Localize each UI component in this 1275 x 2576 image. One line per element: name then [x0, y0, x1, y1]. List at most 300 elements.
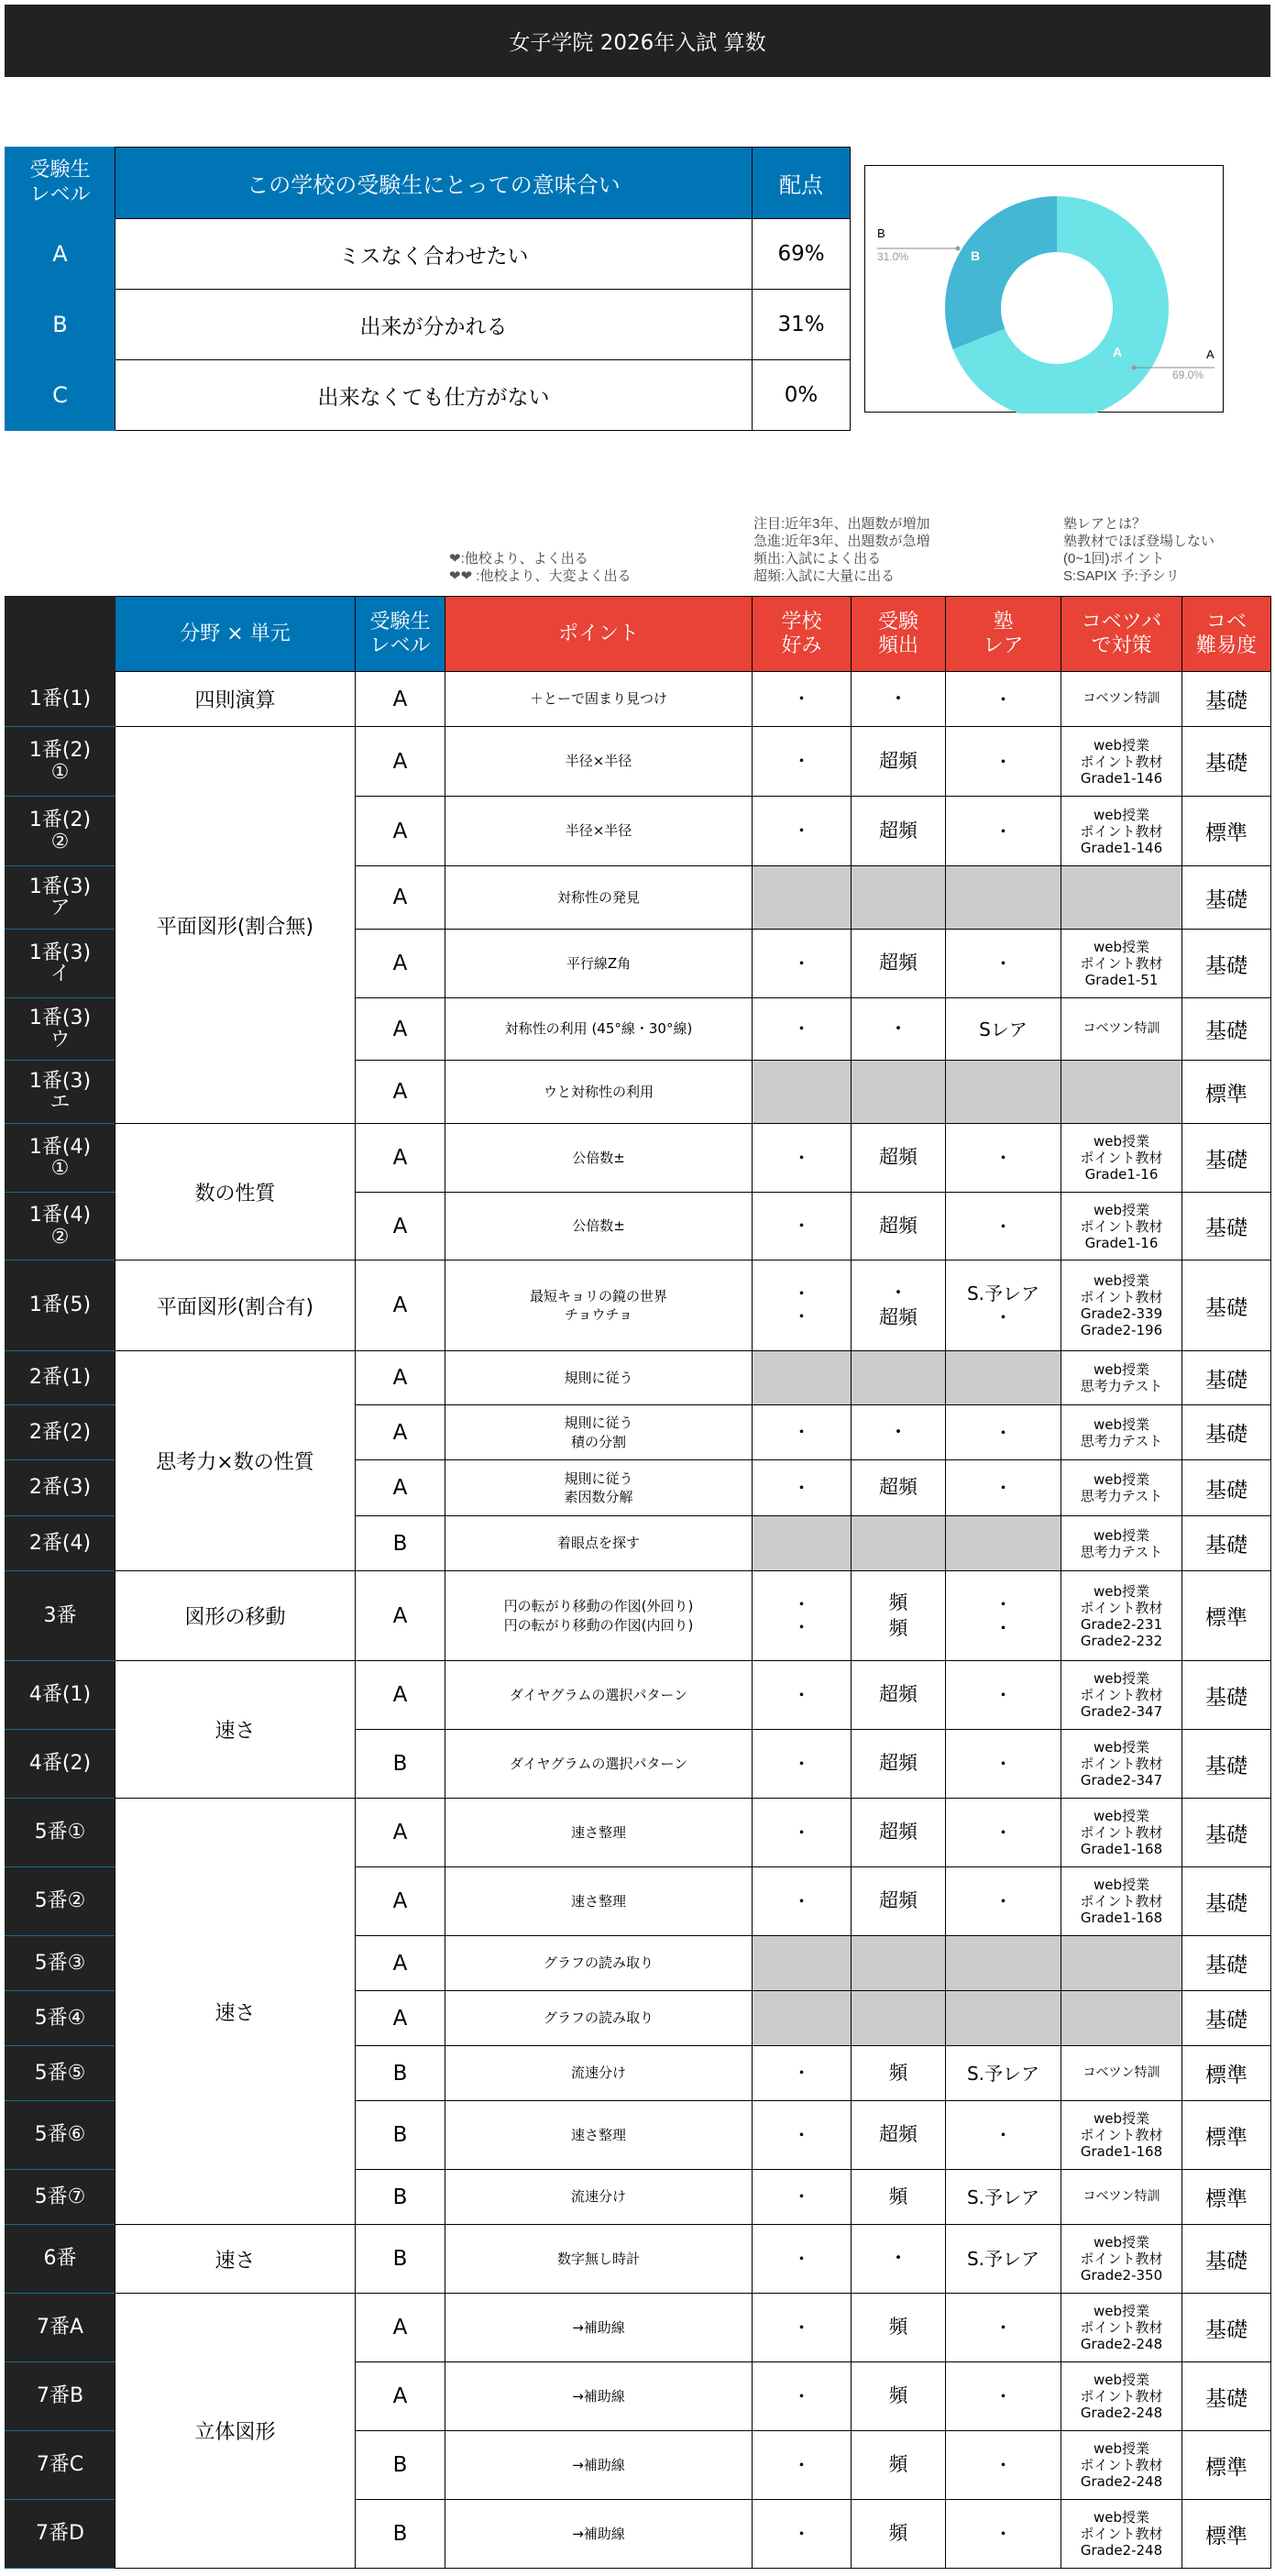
point-cell [445, 2101, 753, 2170]
level-cell: A [356, 1799, 445, 1867]
cov-line: web授業 [1093, 1526, 1150, 1544]
freq-line: 頻 [888, 2384, 908, 2407]
rare-line: S.予レア [966, 2248, 1040, 2270]
question-number-cell [5, 1405, 115, 1460]
juku-rare-cell [946, 1405, 1061, 1460]
point-line: 半径×半径 [565, 822, 632, 840]
difficulty-cell: 基礎 [1182, 2294, 1271, 2362]
point-cell [445, 1260, 753, 1351]
school-line: ・ [792, 750, 811, 772]
juku-rare-cell [946, 2225, 1061, 2294]
q-line: 7番A [36, 2316, 84, 2339]
q-line: 7番B [36, 2384, 84, 2408]
question-number-cell [5, 2294, 115, 2362]
point-line: ＋とーで固まり見つけ [529, 690, 667, 708]
rare-line: ・ [994, 688, 1013, 710]
school-preference-cell [753, 1516, 852, 1571]
question-number-cell [5, 2101, 115, 2170]
point-line: グラフの読み取り [543, 1954, 654, 1972]
point-cell [445, 1124, 753, 1193]
point-cell [445, 797, 753, 866]
point-line: 半径×半径 [565, 753, 632, 770]
meaning-cell: 出来なくても仕方がない [115, 360, 753, 431]
school-line: ・ [792, 2522, 811, 2545]
cov-line: web授業 [1093, 939, 1150, 955]
school-line: ・ [792, 1683, 811, 1706]
q-line: 2番(4) [28, 1531, 92, 1555]
school-preference-cell [753, 1460, 852, 1516]
juku-rare-cell [946, 2046, 1061, 2101]
question-number-cell [5, 930, 115, 998]
juku-rare-cell [946, 1799, 1061, 1867]
exam-frequency-cell [852, 1061, 946, 1124]
level-cell: A [356, 1124, 445, 1193]
school-preference-cell [753, 727, 852, 797]
table-row [5, 2225, 1271, 2294]
cov-line: Grade2-248 [1080, 2542, 1163, 2559]
level-cell: B [356, 2046, 445, 2101]
question-number-cell [5, 1260, 115, 1351]
cov-line: Grade2-339 [1080, 1305, 1163, 1322]
points-cell: 0% [753, 360, 851, 431]
kobetsuba-measures-cell [1061, 1124, 1182, 1193]
cov-line: web授業 [1093, 1877, 1150, 1893]
difficulty-cell: 基礎 [1182, 930, 1271, 998]
cov-line: Grade2-248 [1080, 2405, 1163, 2421]
freq-line: ・ [888, 687, 908, 710]
heart-icon: ❤ [449, 551, 461, 567]
cov-line: ポイント教材 [1080, 1756, 1163, 1772]
kobetsuba-measures-cell [1061, 2431, 1182, 2500]
point-line: 対称性の発見 [556, 888, 640, 906]
cov-line: Grade1-168 [1080, 2143, 1163, 2160]
cov-line: Grade2-350 [1080, 2267, 1163, 2284]
rare-line: ・ [994, 1822, 1013, 1844]
school-preference-cell [753, 1571, 852, 1661]
field-unit-cell: 立体図形 [115, 2294, 356, 2569]
difficulty-cell: 標準 [1182, 1571, 1271, 1661]
school-preference-cell [753, 2294, 852, 2362]
point-line: 素因数分解 [564, 1489, 633, 1505]
q-line: 1番(3) [28, 875, 92, 898]
level-cell: B [356, 2500, 445, 2569]
school-preference-cell [753, 2431, 852, 2500]
kobetsuba-measures-cell [1061, 2225, 1182, 2294]
freq-line: 超頻 [879, 1821, 918, 1844]
q-line: 2番(3) [28, 1476, 92, 1500]
header-level: 受験生 レベル [356, 597, 445, 672]
level-cell: A [356, 1571, 445, 1661]
question-number-cell [5, 2431, 115, 2500]
juku-rare-cell [946, 1730, 1061, 1799]
freq-line: ・ [888, 2247, 908, 2270]
school-line: ・ [792, 1146, 811, 1169]
field-unit-cell: 思考力×数の性質 [115, 1351, 356, 1571]
q-line: 5番⑤ [34, 2061, 86, 2085]
juku-rare-cell [946, 1061, 1061, 1124]
q-line: 1番(5) [28, 1294, 92, 1317]
exam-frequency-cell [852, 1124, 946, 1193]
point-line: 公倍数± [572, 1217, 625, 1235]
cov-line: 思考力テスト [1080, 1432, 1163, 1449]
exam-frequency-cell [852, 797, 946, 866]
juku-rare-cell [946, 2170, 1061, 2225]
cov-line: web授業 [1093, 2440, 1150, 2457]
q-line: ウ [49, 1028, 71, 1051]
exam-frequency-cell [852, 2500, 946, 2569]
point-cell [445, 727, 753, 797]
field-unit-cell: 速さ [115, 1661, 356, 1799]
question-number-cell [5, 1460, 115, 1516]
point-line: →補助線 [572, 2387, 625, 2405]
kobetsuba-measures-cell [1061, 930, 1182, 998]
cov-line: ポイント教材 [1080, 1824, 1163, 1841]
juku-rare-cell [946, 797, 1061, 866]
level-cell: A [356, 1405, 445, 1460]
point-cell [445, 2431, 753, 2500]
school-line: ・ [792, 2247, 811, 2270]
table-row [5, 1260, 1271, 1351]
q-line: 5番② [34, 1889, 86, 1913]
freq-line: 超頻 [879, 952, 918, 974]
freq-line: 超頻 [879, 2123, 918, 2146]
point-line: 最短キョリの鏡の世界 [529, 1287, 667, 1305]
rare-line: ・ [994, 1890, 1013, 1912]
header-points: 配点 [753, 148, 851, 219]
meaning-cell: ミスなく合わせたい [115, 219, 753, 290]
kobetsuba-measures-cell [1061, 1661, 1182, 1730]
kobetsuba-measures-cell [1061, 1936, 1182, 1991]
exam-frequency-cell [852, 1661, 946, 1730]
school-preference-cell [753, 2101, 852, 2170]
difficulty-cell: 標準 [1182, 797, 1271, 866]
main-table-header [5, 597, 1271, 672]
point-cell [445, 672, 753, 727]
exam-frequency-cell [852, 672, 946, 727]
difficulty-cell: 基礎 [1182, 1867, 1271, 1936]
point-line: 規則に従う [564, 1369, 633, 1386]
table-row [5, 1351, 1271, 1405]
point-cell [445, 930, 753, 998]
freq-line: 超頻 [879, 1683, 918, 1706]
rare-line: S.予レア [966, 2185, 1040, 2208]
exam-frequency-cell [852, 1351, 946, 1405]
rare-line: ・ [994, 2317, 1013, 2339]
school-line: ・ [792, 2384, 811, 2407]
kobetsuba-measures-cell [1061, 1260, 1182, 1351]
q-line: 1番(4) [28, 1204, 92, 1227]
exam-frequency-cell [852, 930, 946, 998]
point-cell [445, 2500, 753, 2569]
header-juku-rare: 塾 レア [946, 597, 1061, 672]
level-cell: B [356, 2101, 445, 2170]
difficulty-cell: 基礎 [1182, 1991, 1271, 2046]
juku-rare-cell [946, 1991, 1061, 2046]
cov-line: Grade1-168 [1080, 1910, 1163, 1926]
difficulty-cell: 基礎 [1182, 1936, 1271, 1991]
cov-line: web授業 [1093, 1415, 1150, 1433]
kobetsuba-measures-cell [1061, 1351, 1182, 1405]
cov-line: Grade2-232 [1080, 1632, 1163, 1649]
point-cell [445, 1351, 753, 1405]
cov-line: Grade1-51 [1084, 972, 1159, 988]
exam-frequency-cell [852, 866, 946, 930]
q-line: ② [50, 830, 70, 853]
header-difficulty: コベ 難易度 [1182, 597, 1271, 672]
cov-line: web授業 [1093, 1739, 1150, 1756]
q-line: 1番(3) [28, 1069, 92, 1093]
point-line: →補助線 [572, 2456, 625, 2473]
school-line: ・ [792, 1592, 811, 1615]
cov-line: ポイント教材 [1080, 2388, 1163, 2405]
point-cell [445, 2046, 753, 2101]
juku-rare-cell [946, 1193, 1061, 1260]
cov-line: ポイント教材 [1080, 2127, 1163, 2143]
exam-frequency-cell [852, 998, 946, 1061]
school-preference-cell [753, 998, 852, 1061]
cov-line: web授業 [1093, 1201, 1150, 1218]
exam-frequency-cell [852, 1867, 946, 1936]
point-cell [445, 1730, 753, 1799]
difficulty-cell: 標準 [1182, 2046, 1271, 2101]
school-preference-cell [753, 1193, 852, 1260]
exam-frequency-cell [852, 1991, 946, 2046]
donut-slice-b [945, 196, 1057, 349]
school-line: ・ [792, 1282, 811, 1305]
difficulty-cell: 標準 [1182, 2500, 1271, 2569]
rare-line: ・ [994, 1215, 1013, 1238]
cov-line: ポイント教材 [1080, 1599, 1163, 1616]
school-line: ・ [792, 1752, 811, 1775]
difficulty-cell: 標準 [1182, 2101, 1271, 2170]
level-cell: A [356, 2294, 445, 2362]
freq-line: 超頻 [879, 1889, 918, 1912]
level-cell: A [356, 930, 445, 998]
level-cell: A [356, 1061, 445, 1124]
meaning-cell: 出来が分かれる [115, 290, 753, 360]
school-line: ・ [792, 1421, 811, 1443]
cov-line: web授業 [1093, 1133, 1150, 1150]
school-preference-cell [753, 1061, 852, 1124]
question-number-cell [5, 1516, 115, 1571]
level-cell: A [356, 727, 445, 797]
point-cell [445, 1661, 753, 1730]
question-number-cell [5, 1991, 115, 2046]
juku-rare-cell [946, 727, 1061, 797]
rare-line: ・ [994, 1147, 1013, 1169]
question-number-cell [5, 2362, 115, 2431]
question-number-cell [5, 2225, 115, 2294]
freq-line: 頻 [888, 2061, 908, 2084]
juku-rare-cell [946, 998, 1061, 1061]
level-cell: B [356, 2431, 445, 2500]
cov-line: ポイント教材 [1080, 2526, 1163, 2542]
school-preference-cell [753, 672, 852, 727]
cov-line: Grade1-16 [1084, 1234, 1159, 1251]
question-number-cell [5, 998, 115, 1061]
table-row [5, 672, 1271, 727]
question-analysis-table [5, 596, 1271, 2569]
chart-inner-b: B [971, 248, 981, 263]
q-line: ② [50, 1225, 70, 1249]
field-unit-cell: 平面図形(割合有) [115, 1260, 356, 1351]
q-line: 2番(1) [28, 1366, 92, 1390]
cov-line: ポイント教材 [1080, 1687, 1163, 1703]
juku-rare-cell [946, 866, 1061, 930]
cov-line: Grade1-146 [1080, 769, 1163, 787]
school-line: ・ [792, 1305, 811, 1327]
level-cell: B [356, 2170, 445, 2225]
juku-rare-cell [946, 672, 1061, 727]
kobetsuba-measures-cell [1061, 866, 1182, 930]
difficulty-cell: 基礎 [1182, 2362, 1271, 2431]
difficulty-cell: 基礎 [1182, 727, 1271, 797]
freq-line: 頻 [888, 2522, 908, 2545]
school-line: ・ [792, 1476, 811, 1499]
point-cell [445, 1571, 753, 1661]
cov-line: コベツン特訓 [1083, 2065, 1160, 2081]
freq-line: 超頻 [879, 1214, 918, 1237]
question-number-cell [5, 2170, 115, 2225]
q-line: 1番(4) [28, 1135, 92, 1159]
point-line: チョウチョ [564, 1306, 633, 1323]
point-line: 円の転がり移動の作図(内回り) [503, 1616, 694, 1634]
level-cell: A [5, 219, 115, 290]
exam-frequency-cell [852, 1799, 946, 1867]
level-cell: A [356, 1936, 445, 1991]
question-number-cell [5, 1730, 115, 1799]
cov-line: Grade1-168 [1080, 1841, 1163, 1857]
chart-pct-a: 69.0% [1172, 369, 1204, 381]
double-heart-icon: ❤❤ [449, 568, 473, 584]
question-number-cell [5, 1799, 115, 1867]
q-line: 5番⑥ [34, 2123, 86, 2147]
difficulty-cell: 標準 [1182, 2431, 1271, 2500]
point-line: 速さ整理 [570, 1892, 626, 1910]
point-cell [445, 2294, 753, 2362]
point-line: 公倍数± [572, 1149, 625, 1166]
frequency-legend: 注目:近年3年、出題数が増加 急進:近年3年、出題数が急増 頻出:入試によく出る 超頻:入試に大量に出る [753, 516, 930, 584]
point-cell [445, 1991, 753, 2046]
cov-line: ポイント教材 [1080, 1150, 1163, 1166]
school-line: ・ [792, 1018, 811, 1040]
school-line: ・ [792, 2123, 811, 2146]
level-cell: A [356, 998, 445, 1061]
cov-line: Grade2-248 [1080, 2336, 1163, 2352]
chart-inner-a: A [1113, 345, 1123, 359]
freq-line: 頻 [888, 2316, 908, 2339]
question-number-cell [5, 2500, 115, 2569]
q-line: 3番 [43, 1603, 77, 1627]
difficulty-cell: 基礎 [1182, 1661, 1271, 1730]
field-unit-cell: 速さ [115, 1799, 356, 2225]
question-number-cell [5, 1867, 115, 1936]
header-school-preference: 学校 好み [753, 597, 852, 672]
level-cell: A [356, 672, 445, 727]
exam-frequency-cell [852, 1516, 946, 1571]
freq-line: ・ [888, 1420, 908, 1443]
rare-line: ・ [994, 2124, 1013, 2146]
chart-label-a: A [1206, 347, 1215, 361]
table-row [5, 1799, 1271, 1867]
cov-line: ポイント教材 [1080, 1289, 1163, 1305]
rare-line: ・ [994, 2385, 1013, 2407]
question-number-cell [5, 1571, 115, 1661]
level-row [5, 290, 851, 360]
q-line: 5番③ [34, 1951, 86, 1975]
freq-line: 頻 [888, 1616, 908, 1639]
juku-rare-cell [946, 2294, 1061, 2362]
header-field: 分野 × 単元 [115, 597, 356, 672]
header-exam-frequency: 受験 頻出 [852, 597, 946, 672]
kobetsuba-measures-cell [1061, 1571, 1182, 1661]
level-cell: B [356, 2225, 445, 2294]
juku-rare-cell [946, 930, 1061, 998]
cov-line: ポイント教材 [1080, 2319, 1163, 2336]
field-unit-cell: 数の性質 [115, 1124, 356, 1260]
point-line: ダイヤグラムの選択パターン [509, 1686, 688, 1703]
cov-line: コベツン特訓 [1083, 2189, 1160, 2205]
kobetsuba-measures-cell [1061, 2046, 1182, 2101]
school-line: ・ [792, 2453, 811, 2476]
point-cell [445, 1936, 753, 1991]
table-row [5, 727, 1271, 797]
juku-rare-cell [946, 1571, 1061, 1661]
school-line: ・ [792, 2062, 811, 2084]
rare-line: ・ [994, 1592, 1013, 1615]
heart-legend-line: ❤:他校より、よく出る [449, 551, 588, 567]
difficulty-cell: 基礎 [1182, 1799, 1271, 1867]
q-line: 1番(3) [28, 941, 92, 964]
exam-frequency-cell [852, 1193, 946, 1260]
level-row [5, 219, 851, 290]
rare-line: ・ [994, 952, 1013, 974]
juku-rare-cell [946, 1661, 1061, 1730]
school-preference-cell [753, 1351, 852, 1405]
freq-line: 頻 [888, 2185, 908, 2207]
school-line: ・ [792, 1889, 811, 1912]
point-cell [445, 998, 753, 1061]
table-row [5, 2294, 1271, 2362]
exam-frequency-cell [852, 1571, 946, 1661]
cov-line: web授業 [1093, 1582, 1150, 1600]
level-cell: A [356, 1867, 445, 1936]
freq-line: 頻 [888, 1591, 908, 1614]
cov-line: Grade2-231 [1080, 1615, 1163, 1633]
cov-line: コベツン特訓 [1083, 1021, 1160, 1037]
juku-rare-cell [946, 1124, 1061, 1193]
q-line: 7番C [36, 2453, 84, 2477]
freq-line: ・ [888, 1281, 908, 1304]
point-line: 流速分け [570, 2188, 626, 2206]
cov-line: web授業 [1093, 2234, 1150, 2251]
question-number-cell [5, 1061, 115, 1124]
donut-svg [865, 166, 1225, 413]
kobetsuba-measures-cell [1061, 1460, 1182, 1516]
freq-line: 超頻 [879, 1752, 918, 1775]
kobetsuba-measures-cell [1061, 2294, 1182, 2362]
rare-line: ・ [994, 820, 1013, 842]
school-preference-cell [753, 1661, 852, 1730]
cov-line: Grade2-347 [1080, 1772, 1163, 1789]
rare-line: ・ [994, 1306, 1013, 1328]
kobetsuba-measures-cell [1061, 1799, 1182, 1867]
q-line: イ [49, 963, 71, 985]
point-cell [445, 1193, 753, 1260]
cov-line: web授業 [1093, 2303, 1150, 2319]
header-question [5, 597, 115, 672]
point-cell [445, 2225, 753, 2294]
